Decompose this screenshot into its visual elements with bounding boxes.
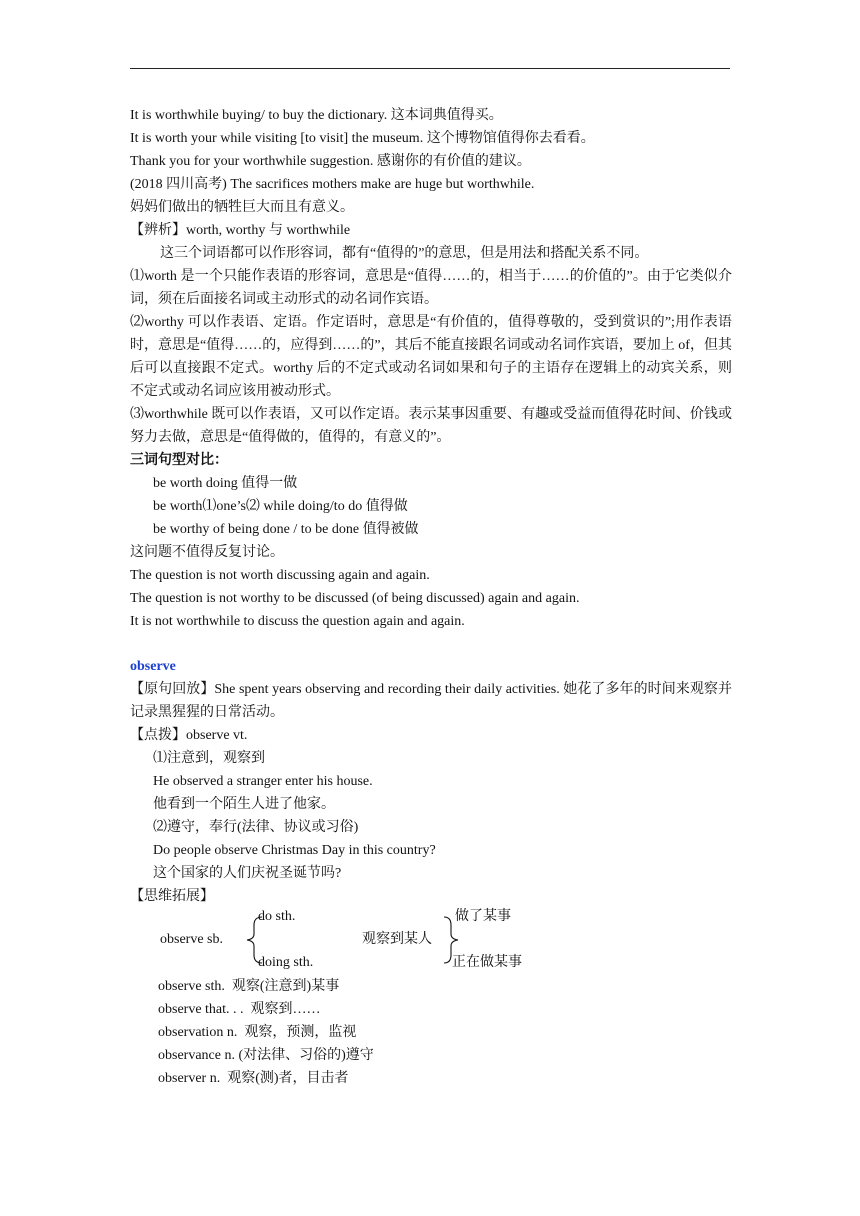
observe-structure-diagram <box>130 908 732 975</box>
analysis-point-worthwhile: ⑶worthwhile 既可以作表语，又可以作定语。表示某事因重要、有趣或受益而值得花时间、价钱或努力去做，意思是“值得做的，值得的，有意义的”。 <box>130 407 732 445</box>
analysis-heading: 【辨析】worth, worthy 与 worthwhile <box>130 223 351 238</box>
expansion-line: observance n. (对法律、习俗的)遵守 <box>158 1048 374 1063</box>
expansion-line: observation n. 观察，预测，监视 <box>158 1025 357 1040</box>
sense-line: Do people observe Christmas Day in this country? <box>153 843 436 858</box>
header-rule <box>130 68 730 69</box>
sense-line: 这个国家的人们庆祝圣诞节吗? <box>153 866 342 881</box>
example-en: The question is not worth discussing again and again. <box>130 568 430 583</box>
pattern-line: be worth⑴one’s⑵ while doing/to do 值得做 <box>153 499 408 514</box>
compare-heading: 三词句型对比： <box>130 453 228 468</box>
pattern-line: be worth doing 值得一做 <box>153 476 298 491</box>
original-label: 【原句回放】 <box>130 682 215 697</box>
original-sentence <box>130 678 732 724</box>
diagram-middle: 观察到某人 <box>362 932 432 947</box>
sense-line: ⑵遵守，奉行(法律、协议或习俗) <box>153 820 359 835</box>
sense-line: ⑴注意到，观察到 <box>153 751 265 766</box>
example-line: 妈妈们做出的牺牲巨大而且有意义。 <box>130 200 354 215</box>
tip-heading: 【点拨】observe vt. <box>130 728 248 743</box>
diagram-result-doing: 正在做某事 <box>452 955 522 970</box>
sense-line: He observed a stranger enter his house. <box>153 774 373 789</box>
analysis-point-worthy: ⑵worthy 可以作表语、定语。作定语时，意思是“有价值的，值得尊敬的，受到赏识的”;用作表语时，意思是“值得……的，应得到……的”，其后不能直接跟名词或动名词作宾语，要加上 of，但其后可以直接跟不定式。worthy 后的不定式或动名词如果和句子的主语存在逻辑上的动宾关系，则不定式或动名词应该用被动形式。 <box>130 315 732 399</box>
example-line: (2018 四川高考) The sacrifices mothers make are huge but worthwhile. <box>130 177 535 192</box>
diagram-option-doing: doing sth. <box>258 955 314 970</box>
diagram-option-do: do sth. <box>258 909 296 924</box>
example-line: It is worth your while visiting [to visit] the museum. 这个博物馆值得你去看看。 <box>130 131 595 146</box>
example-cn: 这问题不值得反复讨论。 <box>130 545 284 560</box>
expansion-line: observe sth. 观察(注意到)某事 <box>158 979 340 994</box>
example-en: The question is not worthy to be discussed (of being discussed) again and again. <box>130 591 580 606</box>
pattern-line: be worthy of being done / to be done 值得被做 <box>153 522 419 537</box>
analysis-point-worth: ⑴worth 是一个只能作表语的形容词，意思是“值得……的，相当于……的价值的”。由于它类似介词，须在后面接名词或主动形式的动名词作宾语。 <box>130 269 732 307</box>
expansion-line: observer n. 观察(测)者，目击者 <box>158 1071 349 1086</box>
example-en: It is not worthwhile to discuss the question again and again. <box>130 614 465 629</box>
example-line: It is worthwhile buying/ to buy the dictionary. 这本词典值得买。 <box>130 108 503 123</box>
expand-heading: 【思维拓展】 <box>130 889 214 904</box>
document-body <box>130 104 732 1090</box>
expansion-line: observe that. . . 观察到…… <box>158 1002 321 1017</box>
analysis-intro: 这三个词语都可以作形容词，都有“值得的”的意思，但是用法和搭配关系不同。 <box>160 246 649 261</box>
example-line: Thank you for your worthwhile suggestion. 感谢你的有价值的建议。 <box>130 154 531 169</box>
diagram-subject: observe sb. <box>160 932 223 947</box>
keyword-observe: observe <box>130 659 176 674</box>
original-text: She spent years observing and recording their daily activities. 她花了多年的时间来观察并记录黑猩猩的日常活动。 <box>130 682 732 720</box>
sense-line: 他看到一个陌生人进了他家。 <box>153 797 335 812</box>
diagram-result-done: 做了某事 <box>455 909 511 924</box>
